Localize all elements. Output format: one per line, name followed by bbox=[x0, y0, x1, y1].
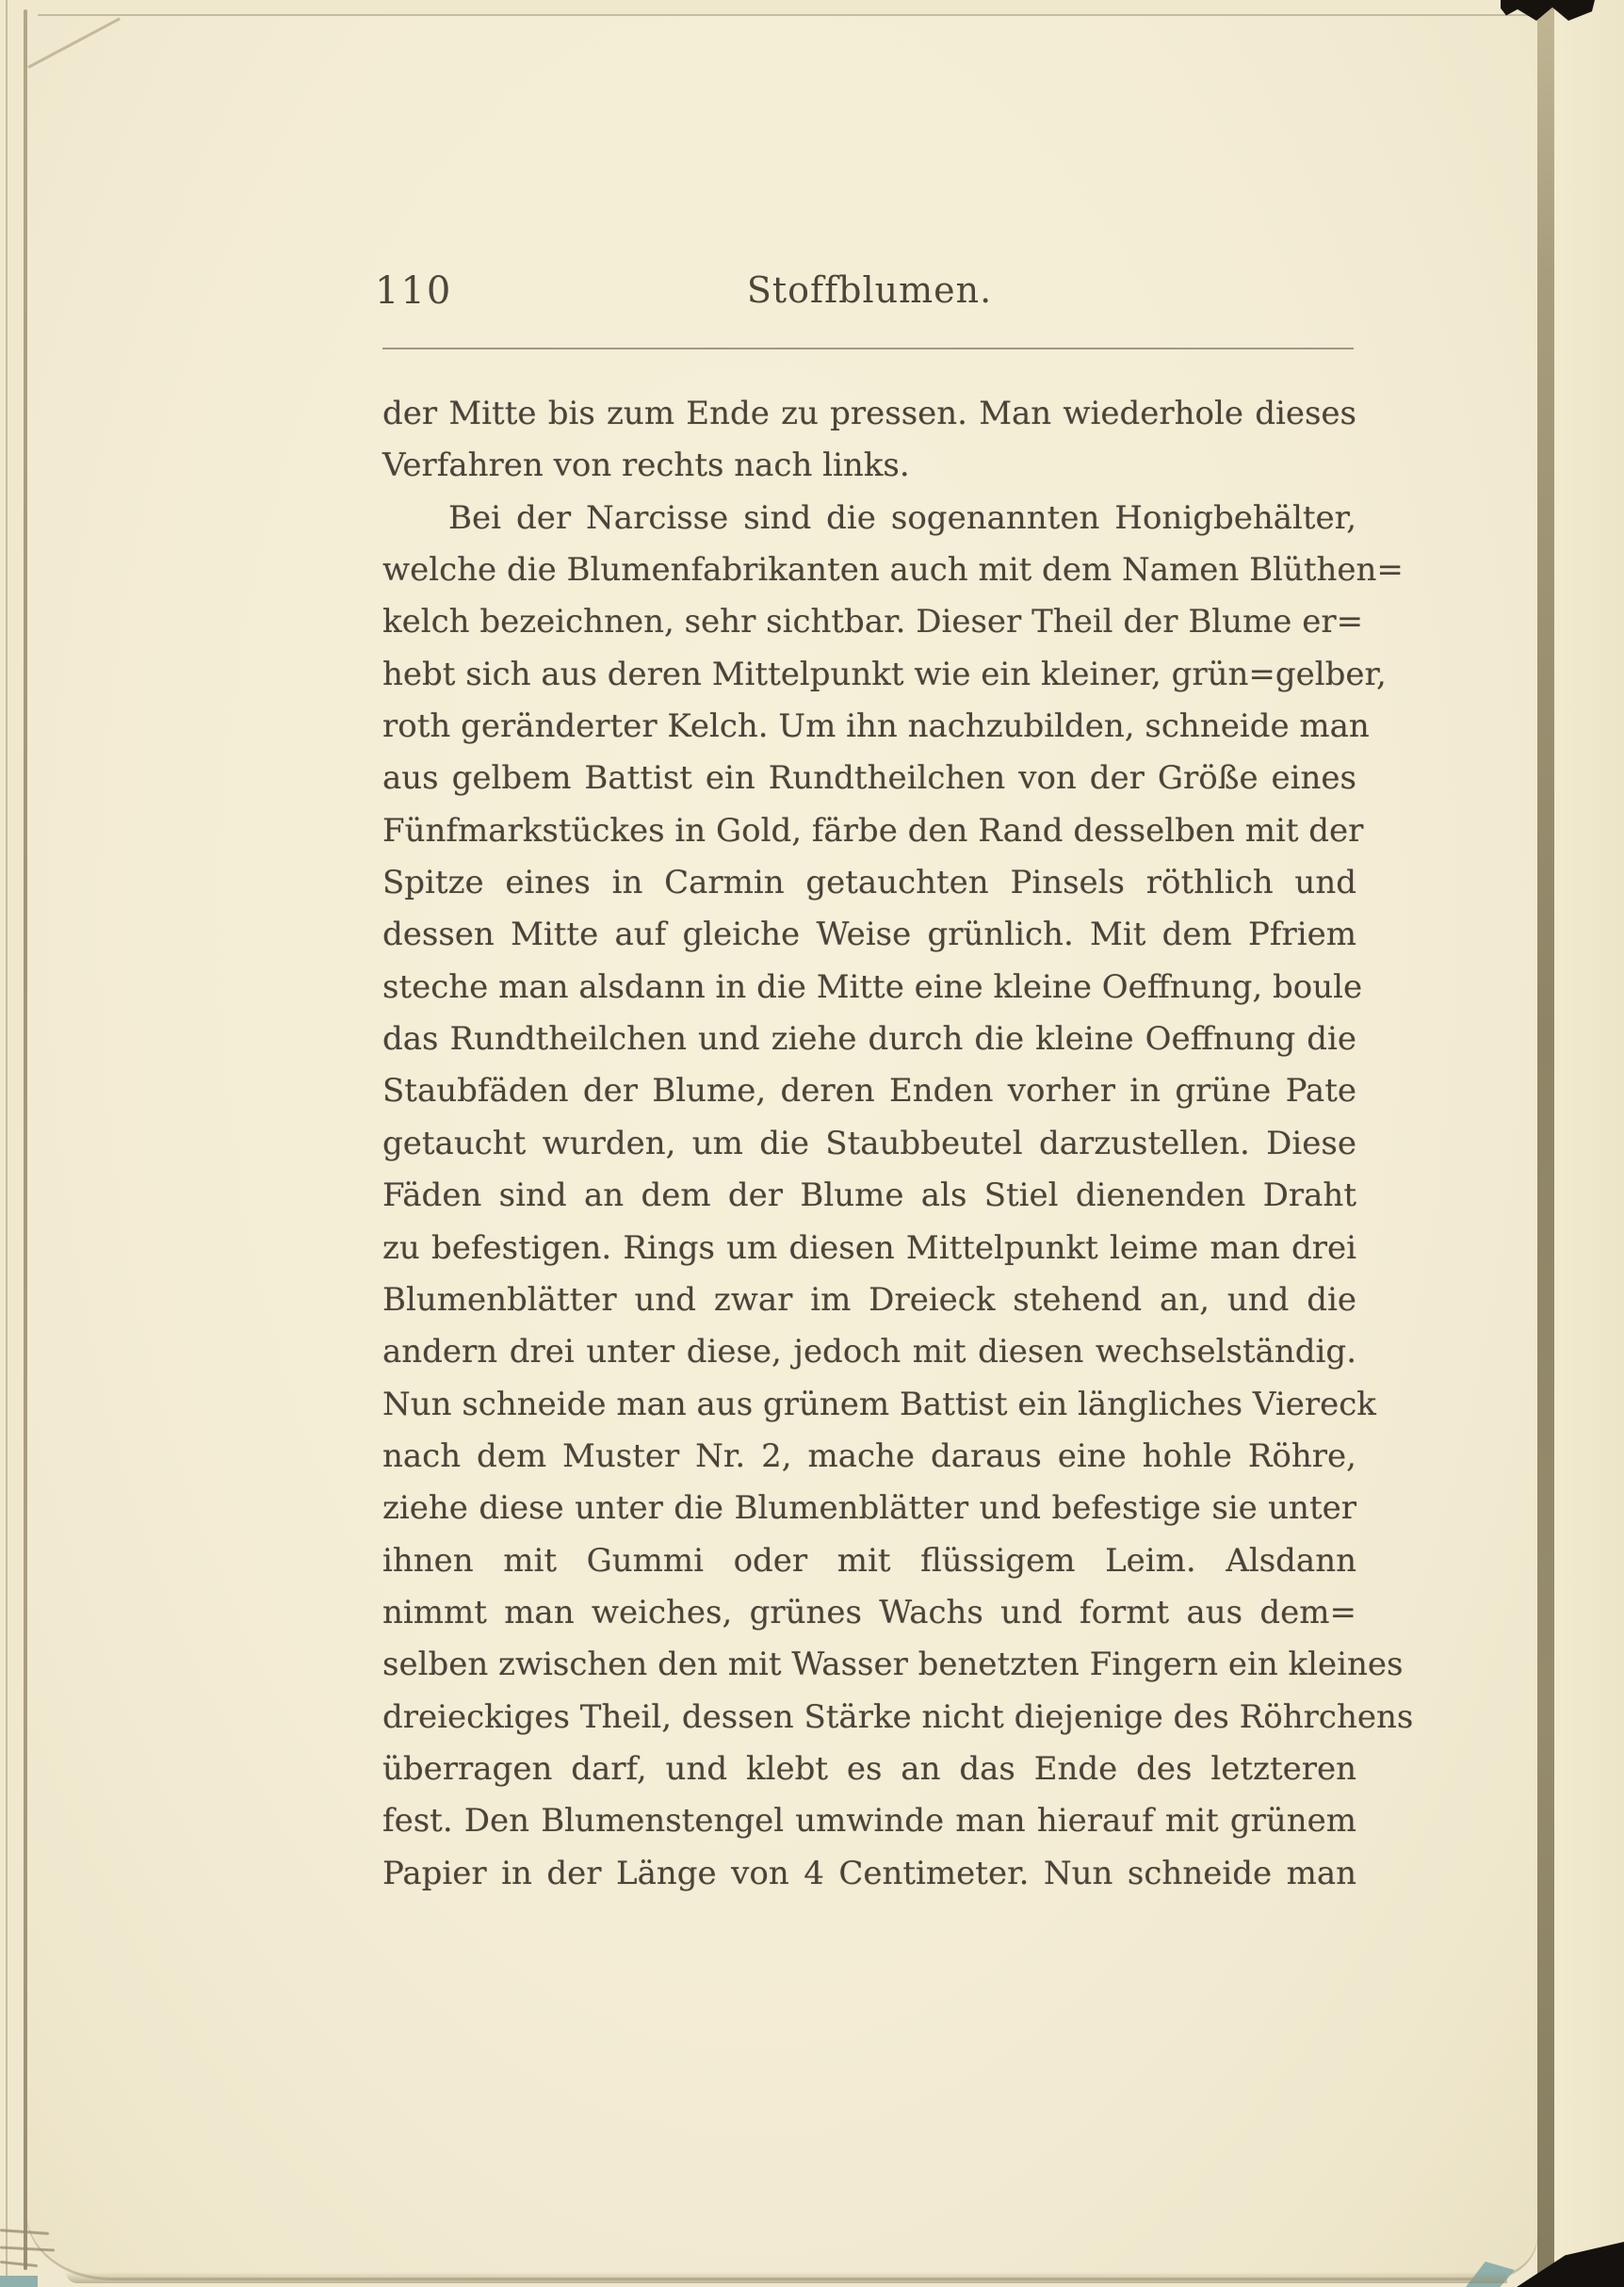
text-line: getaucht wurden, um die Staubbeutel darzustellen. Diese bbox=[382, 1124, 1356, 1162]
text-line: steche man alsdann in die Mitte eine kleine Oeffnung, boule bbox=[382, 967, 1363, 1006]
text-line: dessen Mitte auf gleiche Weise grünlich. Mit dem Pfriem bbox=[382, 916, 1356, 954]
text-line: hebt sich aus deren Mittelpunkt wie ein kleiner, grün=gelber, bbox=[382, 655, 1387, 693]
text-block bbox=[382, 388, 1414, 1900]
text-line: Fünfmarkstückes in Gold, färbe den Rand desselben mit der bbox=[382, 811, 1364, 850]
text-line: der Mitte bis zum Ende zu pressen. Man wiederhole dieses bbox=[382, 395, 1356, 432]
text-line: Bei der Narcisse sind die sogenannten Honigbehälter, bbox=[448, 498, 1356, 537]
scanner-bed-sliver-left bbox=[0, 2276, 38, 2287]
text-line: zu befestigen. Rings um diesen Mittelpunkt leime man drei bbox=[382, 1228, 1356, 1267]
page-number: 110 bbox=[375, 269, 453, 313]
text-line: überragen darf, und klebt es an das Ende des letzteren bbox=[382, 1749, 1356, 1788]
header-rule bbox=[382, 348, 1354, 349]
text-line: Verfahren von rechts nach links. bbox=[382, 446, 910, 485]
running-header-title: Stoffblumen. bbox=[746, 269, 993, 311]
adjacent-page-edge bbox=[1554, 0, 1624, 2287]
page-bottom-shadow bbox=[66, 2272, 1507, 2283]
text-line: Staubfäden der Blume, deren Enden vorher in grüne Pate bbox=[382, 1072, 1356, 1111]
text-line: nimmt man weiches, grünes Wachs und formt aus dem= bbox=[382, 1593, 1356, 1631]
text-line: Fäden sind an dem der Blume als Stiel dienenden Draht bbox=[382, 1176, 1356, 1215]
text-line: roth geränderter Kelch. Um ihn nachzubilden, schneide man bbox=[382, 707, 1370, 746]
text-line: selben zwischen den mit Wasser benetzten Fingern ein kleines bbox=[382, 1646, 1404, 1684]
page-top-edge bbox=[38, 14, 1537, 16]
text-line: Blumenblätter und zwar im Dreieck stehend an, und die bbox=[382, 1280, 1356, 1319]
text-line: fest. Den Blumenstengel umwinde man hierauf mit grünem bbox=[382, 1802, 1356, 1841]
text-line: ihnen mit Gummi oder mit flüssigem Leim. Alsdann bbox=[382, 1541, 1356, 1580]
text-line: aus gelbem Battist ein Rundtheilchen von der Größe eines bbox=[382, 759, 1356, 798]
text-line: ziehe diese unter die Blumenblätter und befestige sie unter bbox=[382, 1489, 1356, 1528]
text-line: dreieckiges Theil, dessen Stärke nicht diejenige des Röhrchens bbox=[382, 1697, 1414, 1736]
text-line: Papier in der Länge von 4 Centimeter. Nun schneide man bbox=[382, 1854, 1356, 1892]
underlying-page-edge bbox=[6, 0, 8, 2287]
page-gap-shadow bbox=[1537, 0, 1554, 2287]
text-line: andern drei unter diese, jedoch mit diesen wechselständig. bbox=[382, 1333, 1356, 1371]
text-line: Nun schneide man aus grünem Battist ein längliches Viereck bbox=[382, 1385, 1376, 1423]
text-line: Spitze eines in Carmin getauchten Pinsels röthlich und bbox=[382, 864, 1356, 902]
text-line: nach dem Muster Nr. 2, mache daraus eine hohle Röhre, bbox=[382, 1436, 1356, 1475]
text-line: welche die Blumenfabrikanten auch mit dem Namen Blüthen= bbox=[382, 551, 1404, 590]
text-line: das Rundtheilchen und ziehe durch die kleine Oeffnung die bbox=[382, 1020, 1356, 1059]
text-line: kelch bezeichnen, sehr sichtbar. Dieser Theil der Blume er= bbox=[382, 603, 1364, 641]
page-left-deckle-edge bbox=[24, 9, 27, 2270]
